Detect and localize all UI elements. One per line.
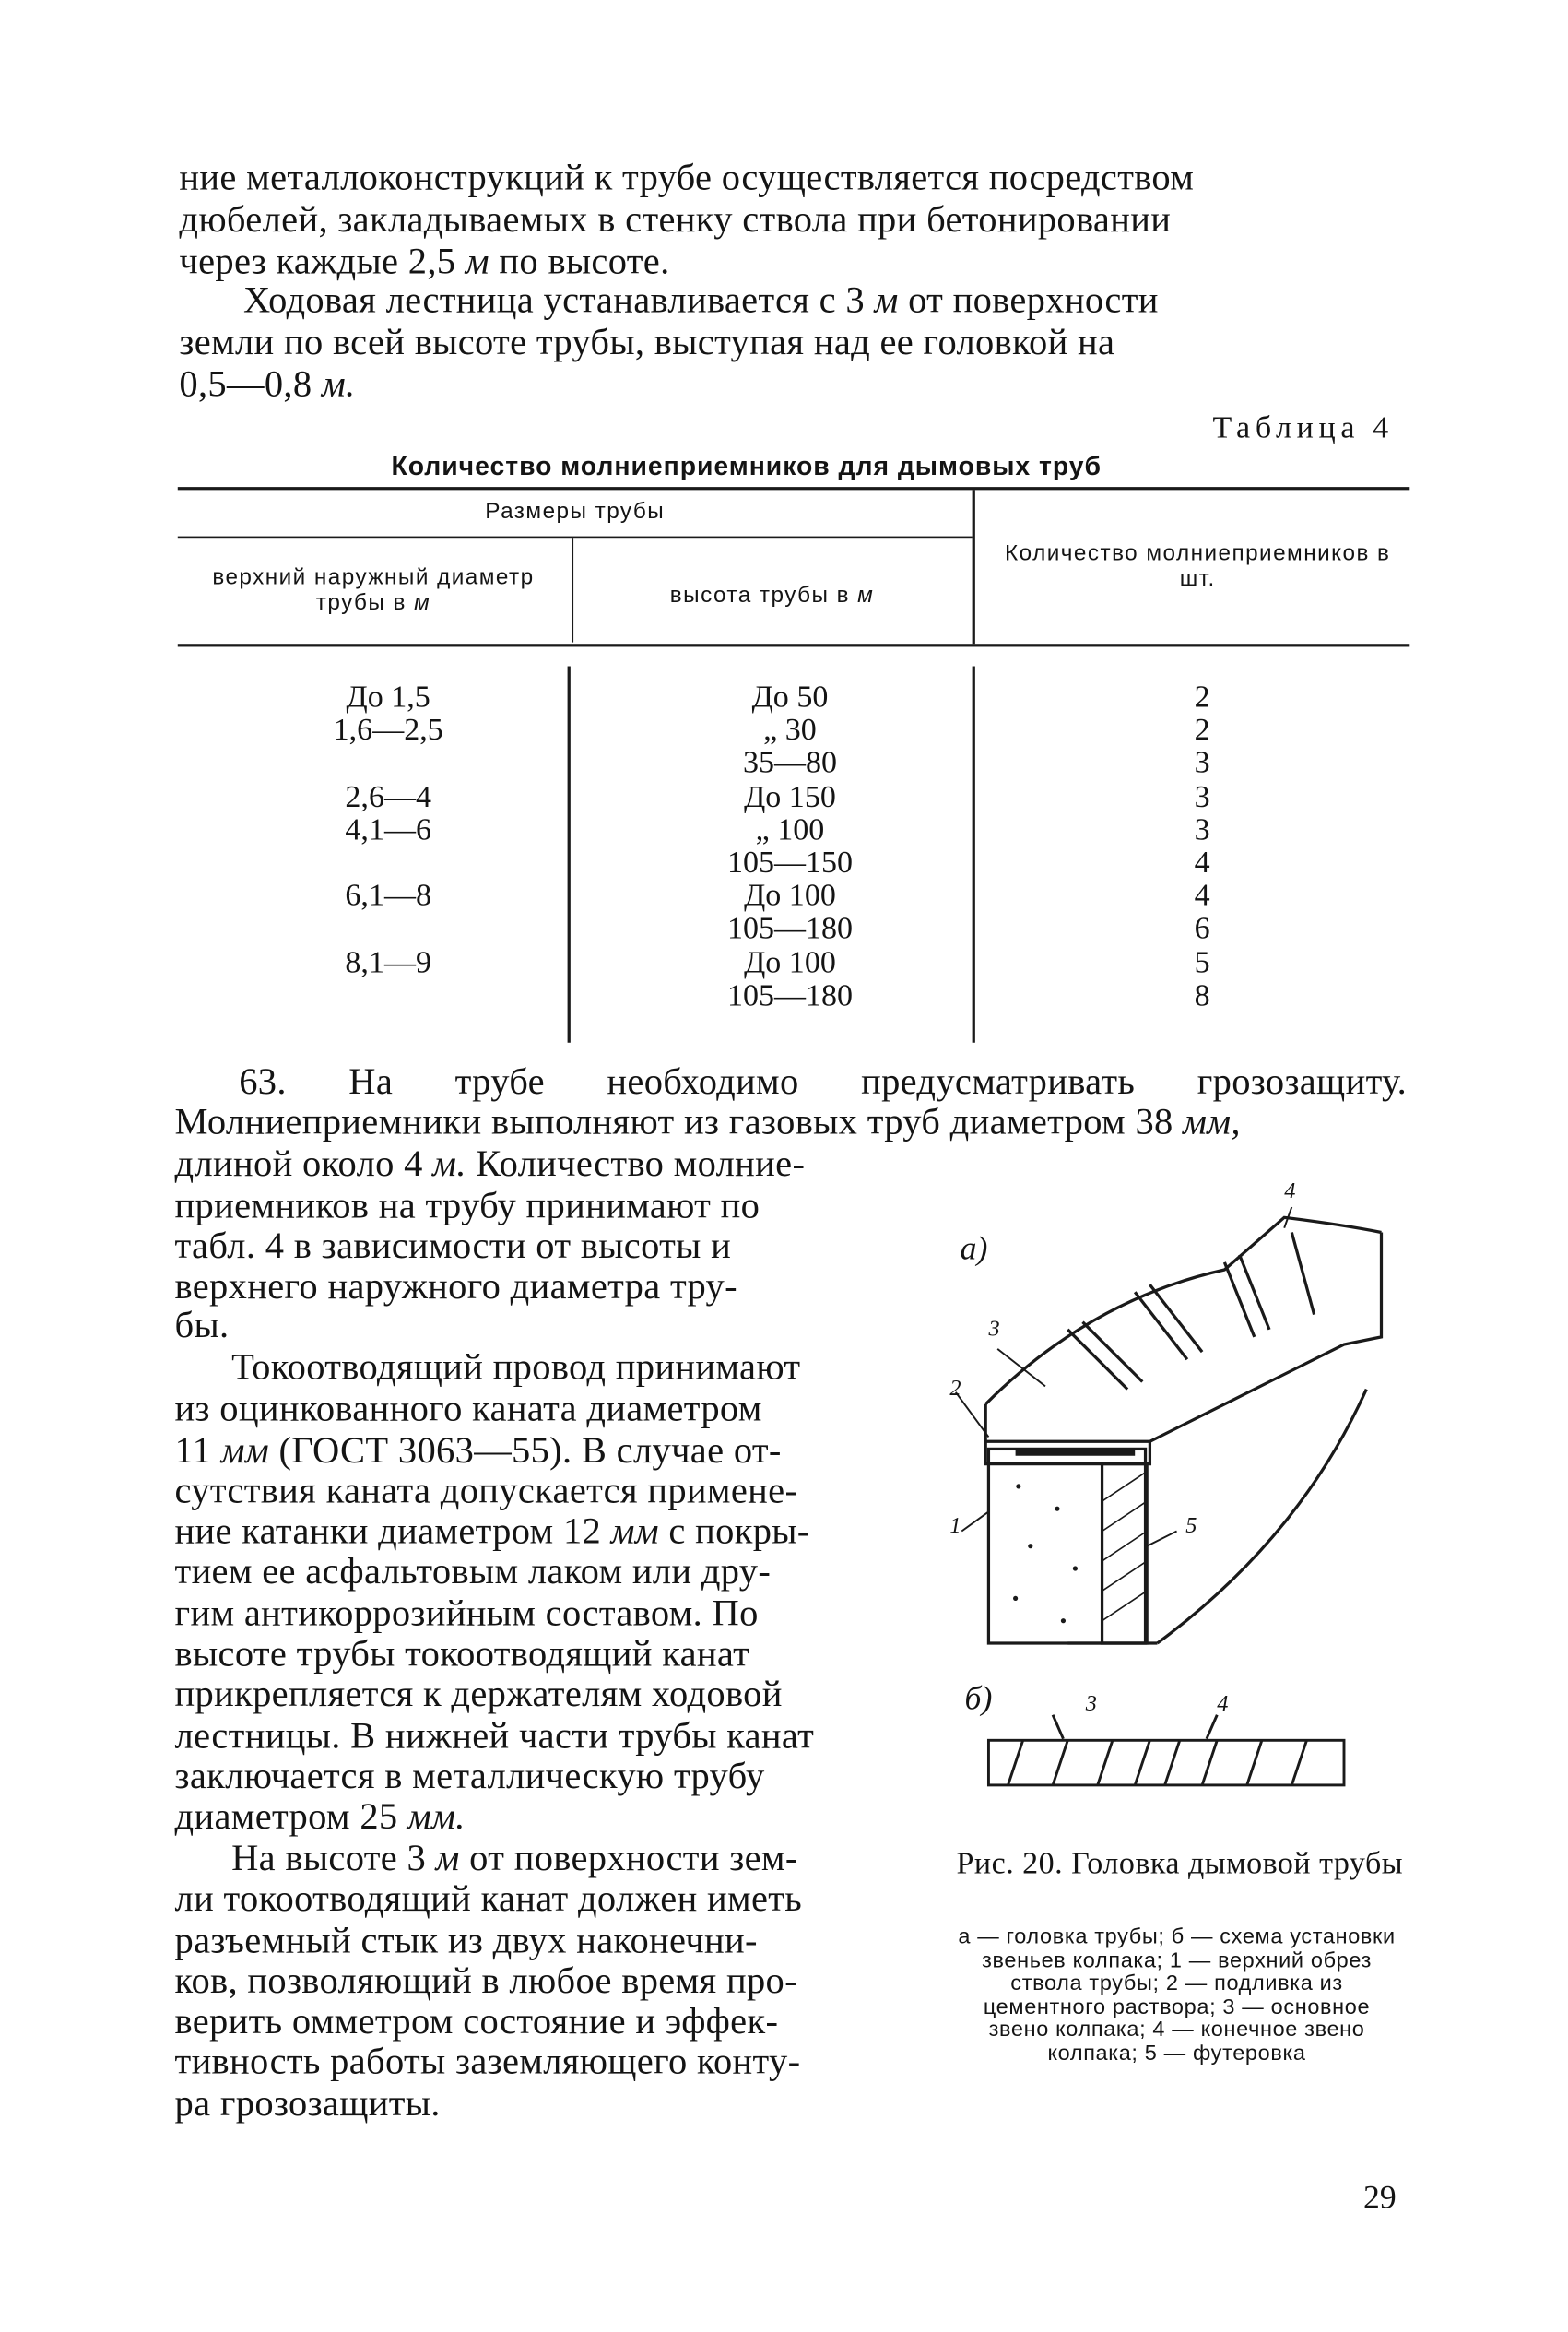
p63-line-3: длиной около 4 м. Количество молние- [174,1143,806,1185]
lining-hatch [1102,1561,1148,1591]
wire-line-3: 11 мм (ГОСТ 3063—55). В случае от- [174,1430,782,1472]
scheme-joint [1202,1740,1217,1785]
wire-line-5: ние катанки диаметром 12 мм с покры- [174,1511,810,1553]
cap-segment-line [1240,1255,1269,1330]
wire-line-1: Токоотводящий провод принимают [231,1347,801,1388]
table-col-diameters: До 1,5 1,6—2,5 2,6—4 4,1—6 6,1—8 8,1—9 [333,678,443,980]
scheme-joint [1247,1740,1262,1785]
concrete-dot [1061,1618,1066,1623]
lining-hatch [1102,1591,1148,1620]
chimney-head-figure [925,1166,1419,1823]
p63-line-2: Молниеприемники выполняют из газовых труб диаметром 38 мм, [174,1102,1241,1143]
cap-side-outline [1149,1233,1381,1442]
table-col-divider-body [568,667,571,1043]
figure-number-2: 2 [949,1377,961,1402]
p63-line-5: табл. 4 в зависимости от высоты и [174,1226,732,1267]
wire-line-9: прикрепляется к держателям ходовой [174,1675,783,1715]
scheme-joint [1165,1740,1180,1785]
cap-segment-line [1149,1284,1202,1352]
table-col-divider-right-header [973,490,975,644]
joint-line-5: верить омметром состояние и эффек- [174,2001,779,2042]
leader-line-1 [961,1511,988,1531]
table-col-divider-right-body [973,667,975,1043]
wire-line-10: лестницы. В нижней части трубы канат [174,1716,815,1758]
joint-line-1: На высоте 3 м от поверхности зем- [231,1839,798,1879]
cap-segment-line [1224,1262,1254,1337]
shaft-section [988,1449,1145,1643]
figure-number-4: 4 [1284,1179,1296,1204]
table-group-header: Размеры трубы [485,499,666,525]
wire-line-8: высоте трубы токоотводящий канат [174,1634,750,1675]
lining-hatch [1102,1501,1148,1531]
joint-line-6: тивность работы заземляющего конту- [174,2042,801,2083]
lining-hatch [1102,1472,1148,1501]
concrete-dot [1055,1507,1059,1511]
scheme-joint [1098,1740,1113,1785]
scheme-leader-3 [1053,1715,1063,1739]
scheme-joint [1135,1740,1149,1785]
table-title: Количество молниеприемников для дымовых труб [391,451,1102,481]
wire-line-11: заключается в металлическую трубу [174,1757,765,1797]
ladder-line-1: Ходовая лестница устанавливается с 3 м от поверхности [243,280,1159,322]
joint-line-3: разъемный стык из двух наконечни- [174,1921,758,1962]
leader-line-5 [1147,1532,1176,1546]
concrete-dot [1013,1596,1018,1601]
wire-line-4: сутствия каната допускается примене- [174,1471,798,1512]
p63-line-7: бы. [174,1305,230,1346]
table-col-counts: 2 2 3 3 3 4 4 6 5 8 [1194,678,1210,1013]
figure-number-1: 1 [949,1514,961,1539]
table-number: Таблица 4 [1212,408,1394,445]
wire-line-12: диаметром 25 мм. [174,1796,466,1838]
scheme-joint [1291,1740,1306,1785]
figure-caption: Рис. 20. Головка дымовой трубы [956,1844,1404,1881]
wire-line-2: из оцинкованного каната диаметром [174,1389,762,1430]
cap-segment-line [1291,1233,1314,1315]
intro-line-2: дюбелей, закладываемых в стенку ствола при бетонировании [179,200,1172,241]
cap-segment-line [1135,1292,1187,1359]
figure-number-b3: 3 [1085,1692,1097,1717]
table-col1-header: верхний наружный диаметр трубы в м [212,564,535,616]
p63-line-1: 63. На трубе необходимо предусматривать грозозащиту. [239,1061,1408,1103]
p63-line-6: верхнего наружного диаметра тру- [174,1266,737,1308]
table-header-rule [178,644,1410,646]
table-col3-header: Количество молниеприемников в шт. [1005,540,1391,592]
scheme-joint [1053,1740,1067,1785]
intro-line-1: ние металлоконструкций к трубе осуществляется посредством [179,158,1195,199]
figure-number-b4: 4 [1217,1692,1229,1717]
lining-hatch [1102,1532,1148,1561]
leader-line-3 [997,1349,1045,1387]
table-col2-header: высота трубы в м [669,582,875,609]
figure-legend: а — головка трубы; б — схема установки звеньев колпака; 1 — верхний обрез ствола трубы; 2 — подливка из цементного раствора; 3 — основное звено колпака; 4 — конечное звено колпака; 5 — футеровка [958,1925,1396,2066]
page-number: 29 [1363,2177,1397,2216]
scheme-leader-4 [1207,1715,1217,1739]
cap-front-outline [985,1404,1149,1442]
ladder-line-2: земли по всей высоте трубы, выступая над ее головкой на [179,322,1115,363]
concrete-dot [1016,1484,1020,1488]
joint-line-7: ра грозозащиты. [174,2083,441,2125]
concrete-dot [1028,1544,1032,1548]
intro-line-3: через каждые 2,5 м по высоте. [179,242,670,283]
wire-line-7: гим антикоррозийным составом. По [174,1593,759,1635]
joint-line-4: ков, позволяющий в любое время про- [174,1961,797,2002]
cap-top-outline [985,1217,1381,1404]
concrete-dot [1073,1566,1078,1570]
joint-line-2: ли токоотводящий канат должен иметь [174,1878,803,1920]
table-group-rule [178,537,973,539]
figure-number-5: 5 [1185,1514,1197,1539]
figure-label-b: б) [964,1678,993,1717]
figure-label-a: а) [960,1229,988,1267]
figure-number-3: 3 [988,1317,1000,1342]
p63-line-4: приемников на трубу принимают по [174,1186,760,1227]
wire-line-6: тием ее асфальтовым лаком или дру- [174,1552,772,1592]
scheme-joint [1008,1740,1023,1785]
table-col-heights: До 50 „ 30 35—80 До 150 „ 100 105—150 До 100 105—180 До 100 105—180 [726,678,854,1013]
table-top-rule [178,487,1410,490]
ladder-line-3: 0,5—0,8 м. [179,364,356,406]
